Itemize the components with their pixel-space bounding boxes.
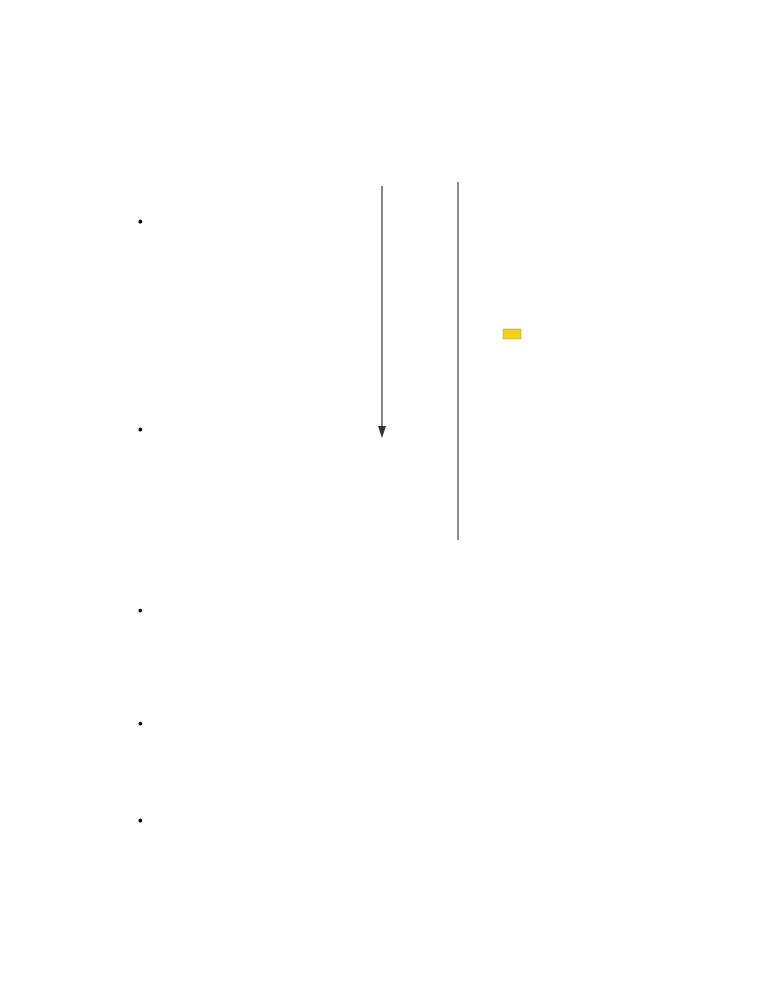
wavelength-axis-arrowhead <box>378 426 386 438</box>
visible-band <box>503 329 521 339</box>
em-spectrum-diagram <box>360 176 670 548</box>
